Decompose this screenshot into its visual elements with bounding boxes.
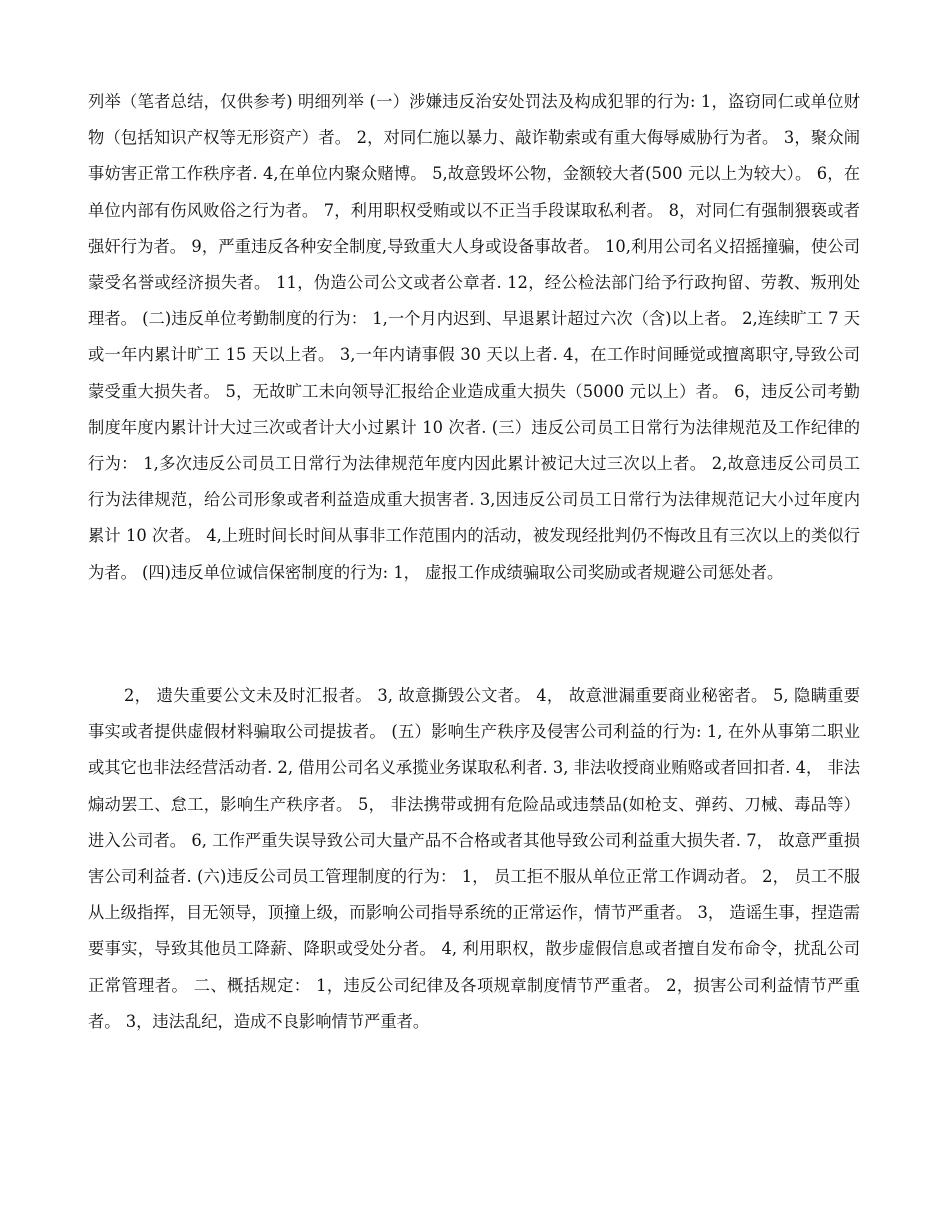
body-paragraph-1: 列举（笔者总结，仅供参考) 明细列举 (一）涉嫌违反治安处罚法及构成犯罪的行为: 1，盗窃同仁或单位财物（包括知识产权等无形资产）者。 2，对同仁施以暴力、敲诈勒索或有重大侮辱威胁行为者。 3，聚众闹事妨害正常工作秩序者. 4,在单位内聚众赌博。 5,故意毁坏公物，金额较大者(500 元以上为较大）。 6，在单位内部有伤风败俗之行为者。 7，利用职权受贿或以不正当手段谋取私利者。 8，对同仁有强制猥亵或者强奸行为者。 9，严重违反各种安全制度,导致重大人身或设备事故者。 10,利用公司名义招摇撞骗，使公司蒙受名誉或经济损失者。 11，伪造公司公文或者公章者. 12，经公检法部门给予行政拘留、劳教、叛刑处理者。 (二)违反单位考勤制度的行为： 1,一个月内迟到、早退累计超过六次（含)以上者。 2,连续旷工 7 天或一年内累计旷工 15 天以上者。 3,一年内请事假 30 天以上者. 4，在工作时间睡觉或擅离职守,导致公司蒙受重大损失者。 5，无故旷工未向领导汇报给企业造成重大损失（5000 元以上）者。 6，违反公司考勤制度年度内累计计大过三次或者计大小过累计 10 次者. (三）违反公司员工日常行为法律规范及工作纪律的行为： 1,多次违反公司员工日常行为法律规范年度内因此累计被记大过三次以上者。 2,故意违反公司员工行为法律规范，给公司形象或者利益造成重大损害者. 3,因违反公司员工日常行为法律规范记大小过年度内累计 10 次者。 4,上班时间长时间从事非工作范围内的活动，被发现经批判仍不悔改且有三次以上的类似行为者。 (四)违反单位诚信保密制度的行为: 1， 虚报工作成绩骗取公司奖励或者规避公司惩处者。 <box>88 92 860 582</box>
body-paragraph-2: 2， 遗失重要公文未及时汇报者。 3, 故意撕毁公文者。 4， 故意泄漏重要商业秘密者。 5, 隐瞒重要事实或者提供虚假材料骗取公司提拔者。 (五）影响生产秩序及侵害公司利益的行为: 1, 在外从事第二职业或其它也非法经营活动者. 2, 借用公司名义承揽业务谋取私利者. 3, 非法收授商业贿赂或者回扣者. 4， 非法煽动罢工、怠工，影响生产秩序者。 5， 非法携带或拥有危险品或违禁品(如枪支、弹药、刀械、毒品等）进入公司者。 6, 工作严重失误导致公司大量产品不合格或者其他导致公司利益重大损失者. 7， 故意严重损害公司利益者. (六)违反公司员工管理制度的行为： 1， 员工拒不服从单位正常工作调动者。 2， 员工不服从上级指挥，目无领导，顶撞上级，而影响公司指导系统的正常运作，情节严重者。 3， 造谣生事，捏造需要事实，导致其他员工降薪、降职或受处分者。 4, 利用职权，散步虚假信息或者擅自发布命令，扰乱公司正常管理者。 二、概括规定： 1，违反公司纪律及各项规章制度情节严重者。 2，损害公司利益情节严重者。 3，违法乱纪，造成不良影响情节严重者。 <box>88 686 860 1031</box>
